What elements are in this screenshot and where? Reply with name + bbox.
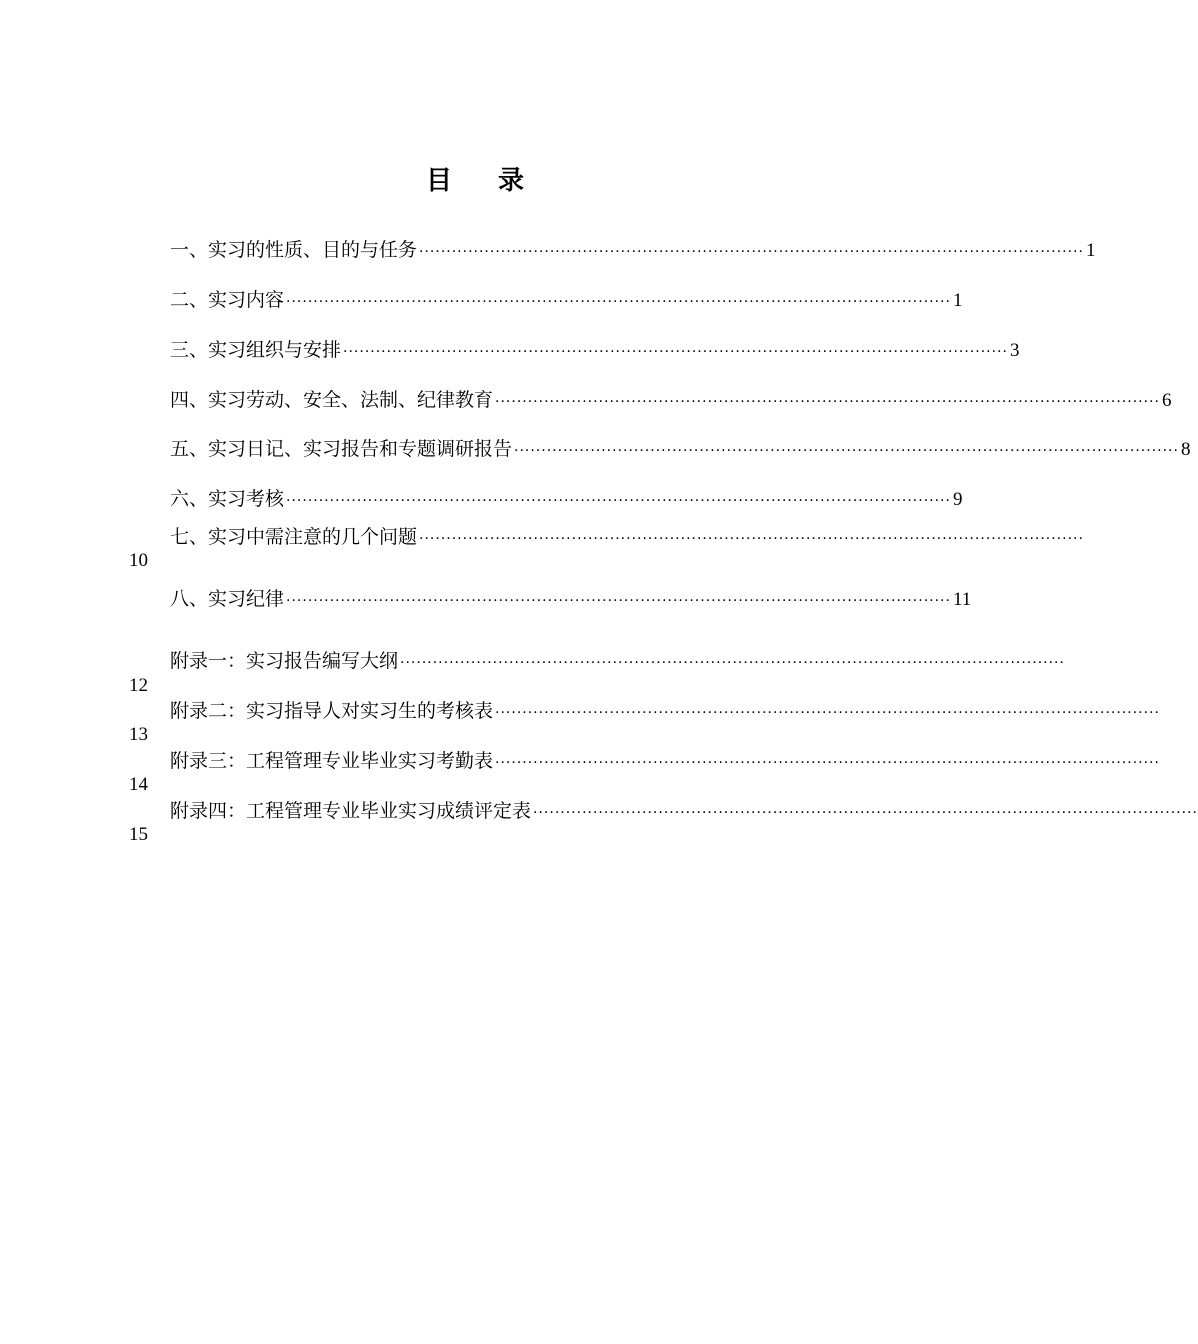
toc-entry-label: 八、实习纪律 (170, 588, 285, 610)
toc-entry-page: 12 (129, 675, 148, 696)
toc-entry-page: 10 (129, 550, 148, 571)
toc-leader-dots: ·························································································································· (400, 655, 1065, 671)
toc-leader-dots: ·························································································································· (495, 705, 1160, 721)
toc-entry-label: 四、实习劳动、安全、法制、纪律教育 (170, 389, 494, 411)
toc-appendix-2[interactable] (170, 698, 1160, 724)
toc-entry-page: 14 (129, 774, 148, 795)
toc-entry-5[interactable] (170, 436, 1191, 462)
toc-entry-page: 1 (1085, 240, 1096, 261)
toc-entry-label: 三、实习组织与安排 (170, 339, 342, 361)
toc-leader-dots: ·························································································································· (495, 394, 1160, 410)
toc-leader-dots: ·························································································································· (495, 755, 1160, 771)
toc-entry-label: 附录二：实习指导人对实习生的考核表 (170, 700, 494, 722)
toc-appendix-1[interactable] (170, 648, 1065, 674)
toc-leader-dots: ·························································································································· (419, 531, 1084, 547)
toc-leader-dots: ·························································································································· (419, 244, 1084, 260)
toc-entry-7[interactable] (170, 524, 1084, 550)
toc-leader-dots: ·························································································································· (286, 493, 951, 509)
toc-entry-page: 11 (952, 589, 972, 610)
toc-entry-label: 附录一：实习报告编写大纲 (170, 650, 399, 672)
toc-title-char-1: 目 (425, 166, 452, 196)
toc-entry-label: 七、实习中需注意的几个问题 (170, 526, 418, 548)
toc-entry-label: 一、实习的性质、目的与任务 (170, 239, 418, 261)
toc-leader-dots: ·························································································································· (286, 593, 951, 609)
toc-entry-label: 二、实习内容 (170, 289, 285, 311)
toc-leader-dots: ·························································································································· (286, 294, 951, 310)
toc-title (0, 160, 950, 197)
toc-entry-page: 1 (952, 290, 963, 311)
toc-entry-4[interactable] (170, 387, 1172, 413)
toc-appendix-3[interactable] (170, 748, 1160, 774)
toc-leader-dots: ·························································································································· (343, 344, 1008, 360)
toc-entry-page: 15 (129, 824, 148, 845)
toc-entry-label: 五、实习日记、实习报告和专题调研报告 (170, 438, 513, 460)
toc-entry-label: 附录三：工程管理专业毕业实习考勤表 (170, 750, 494, 772)
toc-entry-2[interactable] (170, 287, 963, 313)
toc-entry-label: 附录四：工程管理专业毕业实习成绩评定表 (170, 800, 532, 822)
toc-entry-label: 六、实习考核 (170, 488, 285, 510)
toc-leader-dots: ·························································································································· (533, 805, 1198, 821)
toc-title-char-2: 录 (498, 166, 525, 196)
toc-entry-page: 13 (129, 724, 148, 745)
toc-appendix-4[interactable] (170, 798, 1198, 824)
toc-entry-6[interactable] (170, 486, 963, 512)
toc-leader-dots: ·························································································································· (514, 443, 1179, 459)
toc-entry-page: 9 (952, 489, 963, 510)
toc-entry-3[interactable] (170, 337, 1020, 363)
toc-entry-1[interactable] (170, 237, 1096, 263)
toc-entry-8[interactable] (170, 586, 972, 612)
toc-entry-page: 3 (1009, 340, 1020, 361)
toc-entry-page: 8 (1180, 439, 1191, 460)
toc-entry-page: 6 (1161, 390, 1172, 411)
